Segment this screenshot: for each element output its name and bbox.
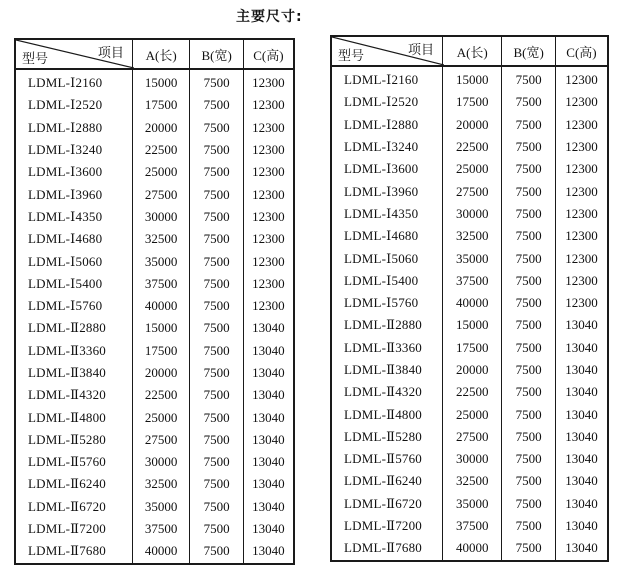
height-cell: 12300 [555,136,608,158]
table-row [15,406,294,428]
model-cell: LDML-Ⅱ4320 [28,387,106,403]
model-cell: LDML-Ⅱ7200 [344,518,422,534]
table-row [331,470,608,492]
table-row [331,515,608,537]
table-header-row [15,39,294,69]
width-cell: 7500 [502,337,555,359]
height-cell: 13040 [243,384,294,406]
length-cell: 30000 [443,448,502,470]
length-cell: 27500 [443,180,502,202]
width-cell: 7500 [190,518,244,540]
length-cell: 37500 [443,515,502,537]
length-cell: 30000 [443,203,502,225]
length-cell: 37500 [132,273,189,295]
length-cell: 15000 [443,314,502,336]
height-cell: 13040 [555,359,608,381]
length-cell: 25000 [443,403,502,425]
model-cell: LDML-Ⅱ5760 [28,454,106,470]
height-cell: 12300 [555,66,608,91]
length-cell: 40000 [132,295,189,317]
width-cell: 7500 [502,203,555,225]
length-cell: 22500 [132,139,189,161]
length-cell: 15000 [443,66,502,91]
model-cell: LDML-Ⅱ3840 [28,365,106,380]
model-cell: LDML-Ⅰ4680 [344,228,419,244]
model-cell: LDML-Ⅱ5280 [28,431,106,447]
model-cell: LDML-Ⅱ2880 [344,317,422,333]
model-cell: LDML-Ⅰ3240 [28,142,103,158]
table-row [15,362,294,384]
width-cell: 7500 [502,493,555,515]
width-cell: 7500 [190,496,244,518]
header-length: A(长) [132,39,189,69]
table-row [15,228,294,250]
height-cell: 13040 [243,362,294,384]
dimension-table-left [14,38,295,565]
table-row [331,270,608,292]
height-cell: 12300 [243,206,294,228]
header-model-label: 型号 [338,48,365,63]
width-cell: 7500 [190,473,244,495]
height-cell: 13040 [243,518,294,540]
width-cell: 7500 [502,537,555,560]
table-row [15,161,294,183]
model-cell: LDML-Ⅰ2160 [344,72,419,88]
model-cell: LDML-Ⅰ5400 [28,275,103,291]
table-row [15,540,294,563]
model-cell: LDML-Ⅰ5760 [344,295,419,311]
table-row [331,493,608,515]
width-cell: 7500 [190,228,244,250]
height-cell: 12300 [555,292,608,314]
height-cell: 12300 [243,139,294,161]
length-cell: 27500 [132,429,189,451]
model-cell: LDML-Ⅰ3600 [28,164,103,180]
height-cell: 13040 [555,403,608,425]
length-cell: 20000 [443,359,502,381]
height-cell: 12300 [555,203,608,225]
table-row [15,451,294,473]
height-cell: 12300 [243,295,294,317]
height-cell: 12300 [555,180,608,202]
table-row [331,448,608,470]
table-row [15,496,294,518]
length-cell: 20000 [132,362,189,384]
width-cell: 7500 [190,161,244,183]
model-cell: LDML-Ⅰ3600 [344,161,419,177]
table-row [331,91,608,113]
table-row [331,337,608,359]
model-cell: LDML-Ⅰ5400 [344,272,419,288]
length-cell: 30000 [132,451,189,473]
height-cell: 13040 [555,381,608,403]
height-cell: 12300 [243,69,294,94]
table-row [331,180,608,202]
length-cell: 40000 [132,540,189,563]
height-cell: 12300 [243,228,294,250]
width-cell: 7500 [502,470,555,492]
header-height: C(高) [243,39,294,69]
height-cell: 12300 [243,273,294,295]
height-cell: 12300 [243,183,294,205]
width-cell: 7500 [502,448,555,470]
width-cell: 7500 [502,225,555,247]
length-cell: 25000 [132,406,189,428]
height-cell: 13040 [243,406,294,428]
width-cell: 7500 [502,91,555,113]
table-row [15,183,294,205]
header-height: C(高) [555,36,608,66]
length-cell: 25000 [132,161,189,183]
model-cell: LDML-Ⅱ6240 [344,473,422,489]
table-row [331,314,608,336]
width-cell: 7500 [190,540,244,563]
table-row [331,247,608,269]
length-cell: 30000 [132,206,189,228]
width-cell: 7500 [190,362,244,384]
length-cell: 20000 [443,114,502,136]
model-cell: LDML-Ⅱ3840 [344,362,422,377]
height-cell: 13040 [555,426,608,448]
table-row [331,114,608,136]
width-cell: 7500 [502,403,555,425]
table-row [15,317,294,339]
table-row [331,537,608,560]
table-row [331,426,608,448]
page-title: 主要尺寸: [236,9,303,25]
header-width: B(宽) [502,36,555,66]
height-cell: 13040 [243,429,294,451]
height-cell: 12300 [555,270,608,292]
width-cell: 7500 [502,247,555,269]
table-row [15,295,294,317]
height-cell: 13040 [555,493,608,515]
length-cell: 32500 [132,473,189,495]
length-cell: 32500 [443,470,502,492]
table-row [331,381,608,403]
length-cell: 27500 [132,183,189,205]
model-cell: LDML-Ⅰ3240 [344,139,419,155]
length-cell: 32500 [132,228,189,250]
model-cell: LDML-Ⅰ3960 [28,186,103,202]
width-cell: 7500 [190,451,244,473]
width-cell: 7500 [502,426,555,448]
model-cell: LDML-Ⅰ3960 [344,183,419,199]
width-cell: 7500 [502,270,555,292]
width-cell: 7500 [502,158,555,180]
length-cell: 22500 [443,136,502,158]
width-cell: 7500 [502,114,555,136]
table-row [15,518,294,540]
model-cell: LDML-Ⅰ5060 [28,253,103,269]
table-row [331,158,608,180]
length-cell: 27500 [443,426,502,448]
length-cell: 25000 [443,158,502,180]
height-cell: 12300 [555,225,608,247]
header-item-label: 项目 [408,42,435,57]
height-cell: 13040 [243,317,294,339]
model-cell: LDML-Ⅱ6720 [344,495,422,511]
model-cell: LDML-Ⅰ2160 [28,75,103,91]
length-cell: 22500 [443,381,502,403]
width-cell: 7500 [190,183,244,205]
model-cell: LDML-Ⅰ4350 [28,208,103,224]
model-cell: LDML-Ⅰ5060 [344,250,419,266]
corner-header-cell [15,39,132,69]
width-cell: 7500 [190,94,244,116]
model-cell: LDML-Ⅱ7680 [28,543,106,559]
height-cell: 12300 [555,158,608,180]
height-cell: 13040 [243,540,294,563]
model-cell: LDML-Ⅱ4320 [344,384,422,400]
length-cell: 22500 [132,384,189,406]
table-row [15,250,294,272]
table-row [15,429,294,451]
model-cell: LDML-Ⅰ2880 [28,119,103,135]
width-cell: 7500 [190,429,244,451]
table-row [15,473,294,495]
width-cell: 7500 [190,273,244,295]
table-row [15,94,294,116]
height-cell: 13040 [243,340,294,362]
model-cell: LDML-Ⅰ5760 [28,298,103,314]
model-cell: LDML-Ⅱ4800 [344,406,422,422]
table-row [15,139,294,161]
length-cell: 15000 [132,317,189,339]
length-cell: 40000 [443,292,502,314]
height-cell: 13040 [243,496,294,518]
model-cell: LDML-Ⅱ6720 [28,498,106,514]
model-cell: LDML-Ⅱ6240 [28,476,106,492]
height-cell: 13040 [243,473,294,495]
table-row [15,340,294,362]
length-cell: 35000 [443,493,502,515]
height-cell: 12300 [555,91,608,113]
dimension-table-right [330,35,609,562]
height-cell: 12300 [243,94,294,116]
table-row [15,69,294,94]
header-length: A(长) [443,36,502,66]
header-item-label: 项目 [97,45,124,60]
length-cell: 17500 [132,340,189,362]
model-cell: LDML-Ⅱ7680 [344,540,422,556]
length-cell: 35000 [443,247,502,269]
width-cell: 7500 [502,180,555,202]
length-cell: 35000 [132,250,189,272]
height-cell: 12300 [243,250,294,272]
width-cell: 7500 [502,381,555,403]
height-cell: 13040 [243,451,294,473]
length-cell: 35000 [132,496,189,518]
length-cell: 32500 [443,225,502,247]
width-cell: 7500 [190,317,244,339]
table-row [331,292,608,314]
width-cell: 7500 [190,340,244,362]
width-cell: 7500 [190,69,244,94]
model-cell: LDML-Ⅱ7200 [28,521,106,537]
width-cell: 7500 [190,384,244,406]
length-cell: 17500 [132,94,189,116]
length-cell: 40000 [443,537,502,560]
table-row [331,203,608,225]
width-cell: 7500 [502,136,555,158]
model-cell: LDML-Ⅰ4350 [344,205,419,221]
width-cell: 7500 [502,292,555,314]
height-cell: 13040 [555,470,608,492]
table-row [15,117,294,139]
model-cell: LDML-Ⅰ2520 [344,94,419,110]
header-width: B(宽) [190,39,244,69]
height-cell: 12300 [555,247,608,269]
height-cell: 13040 [555,515,608,537]
table-row [331,359,608,381]
table-row [15,273,294,295]
header-model-label: 型号 [22,51,49,66]
height-cell: 12300 [243,161,294,183]
model-cell: LDML-Ⅱ5760 [344,451,422,467]
table-row [331,136,608,158]
width-cell: 7500 [190,295,244,317]
length-cell: 37500 [443,270,502,292]
length-cell: 17500 [443,91,502,113]
model-cell: LDML-Ⅰ4680 [28,231,103,247]
table-header-row [331,36,608,66]
table-row [331,66,608,91]
model-cell: LDML-Ⅱ5280 [344,428,422,444]
model-cell: LDML-Ⅱ3360 [344,339,422,355]
table-row [15,206,294,228]
model-cell: LDML-Ⅱ3360 [28,342,106,358]
width-cell: 7500 [190,117,244,139]
width-cell: 7500 [502,359,555,381]
corner-header-cell [331,36,443,66]
width-cell: 7500 [190,250,244,272]
table-body [331,66,608,561]
width-cell: 7500 [502,314,555,336]
model-cell: LDML-Ⅰ2880 [344,116,419,132]
width-cell: 7500 [190,206,244,228]
length-cell: 15000 [132,69,189,94]
height-cell: 12300 [555,114,608,136]
length-cell: 37500 [132,518,189,540]
table-row [331,403,608,425]
height-cell: 13040 [555,537,608,560]
height-cell: 13040 [555,314,608,336]
height-cell: 13040 [555,448,608,470]
height-cell: 13040 [555,337,608,359]
table-body [15,69,294,564]
width-cell: 7500 [190,139,244,161]
width-cell: 7500 [502,66,555,91]
height-cell: 12300 [243,117,294,139]
length-cell: 17500 [443,337,502,359]
table-row [331,225,608,247]
model-cell: LDML-Ⅰ2520 [28,97,103,113]
length-cell: 20000 [132,117,189,139]
model-cell: LDML-Ⅱ4800 [28,409,106,425]
width-cell: 7500 [190,406,244,428]
width-cell: 7500 [502,515,555,537]
model-cell: LDML-Ⅱ2880 [28,320,106,336]
table-row [15,384,294,406]
